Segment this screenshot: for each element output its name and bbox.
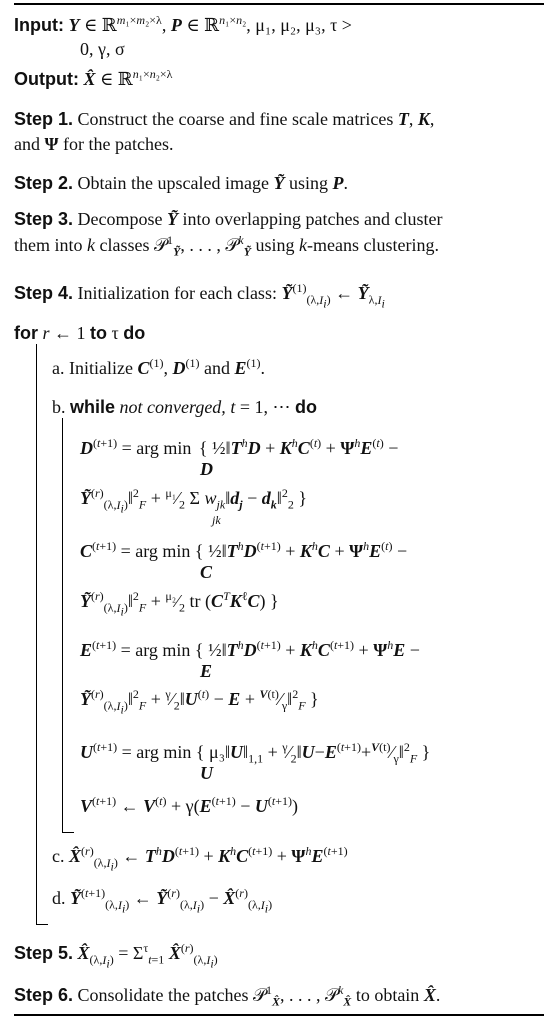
- step-1: Step 1. Construct the coarse and fine scale matrices T, K,: [14, 109, 435, 129]
- eq-C-2: Ỹ$^{(r)}_{(\lambda,I_i)}$‖$^2_F$ + $^{\mu_2}⁄_2$ tr $(C^TK^\ell C)$ }: [80, 589, 279, 618]
- eq-D-2: Ỹ$^{(r)}_{(\lambda,I_i)}$‖$^2_F$ + $^{\mu_1}⁄_2$ Σ $w_{jk}‖d_j$ − $d_k‖^2_2$ }: [80, 486, 307, 515]
- step-3-label: Step 3.: [14, 209, 74, 229]
- eq-E-argmin-var: E: [200, 661, 213, 681]
- eq-C-1: $C^{(t+1)}$ = arg min { $\frac{1}{2}‖T^hD^{(t+1)} + K^hC + \Psi^hE^{(t)}$ −: [80, 539, 408, 561]
- for-bracket-end: [36, 924, 48, 925]
- eq-U: $U^{(t+1)}$ = arg min { $\mu_3‖U‖_{1,1}$ + $^\gamma⁄_2‖U-E^{(t+1)}+^{V(t)}⁄_\gamma‖^2_F$ }: [80, 740, 431, 766]
- for-keyword: for: [14, 323, 38, 343]
- input-label: Input:: [14, 15, 64, 35]
- step-6-label: Step 6.: [14, 985, 74, 1005]
- for-bracket: [36, 344, 37, 924]
- step-2-label: Step 2.: [14, 173, 74, 193]
- step-6: Step 6. Consolidate the patches 𝒫$^1_{X̂}$, . . . , 𝒫$^k_{X̂}$ to obtain X̂.: [14, 983, 441, 1009]
- output-label: Output:: [14, 69, 79, 89]
- eq-D-argmin-var: D: [200, 459, 213, 479]
- step-4: Step 4. Initialization for each class: Ỹ$^{(1)}_{(\lambda,I_i)}$ ← Ỹ$_{\lambda,I_i}$: [14, 281, 385, 310]
- eq-D-sum-index: jk: [212, 513, 221, 527]
- sub-c: c. X̂$^{(r)}_{(\lambda,I_i)}$ ← $T^hD^{(t+1)} + K^hC^{(t+1)} + \Psi^hE^{(t+1)}$: [52, 844, 348, 873]
- eq-E-1: $E^{(t+1)}$ = arg min { $\frac{1}{2}‖T^hD^{(t+1)} + K^hC^{(t+1)} + \Psi^hE$ −: [80, 638, 420, 660]
- input-line-2: 0, γ, σ: [80, 39, 125, 59]
- step-1-label: Step 1.: [14, 109, 74, 129]
- eq-E-2: Ỹ$^{(r)}_{(\lambda,I_i)}$‖$^2_F$ + $^\gamma⁄_2‖U^{(t)} - E$ + $^{V(t)}⁄_\gamma‖^2_F$ }: [80, 687, 319, 716]
- step-5: Step 5. $X̂_{(\lambda,I_i)} = \Sigma^\tau_{t=1}$ X̂$^{(r)}_{(\lambda,I_i)}$: [14, 941, 218, 970]
- step-5-label: Step 5.: [14, 943, 74, 963]
- input-line: Input: Y ∈ ℝ$^{m_1\times m_2\times\lambda}$, P ∈ ℝ$^{n_1\times n_2}$, μ₁, μ₂, μ₃, τ >: [14, 13, 352, 35]
- for-line: for r ← 1 to τ do: [14, 323, 146, 343]
- sub-a: a. Initialize $C^{(1)}$, $D^{(1)}$ and $E^{(1)}$.: [52, 356, 265, 378]
- step-1-cont: and Ψ for the patches.: [14, 134, 174, 154]
- eq-D-1: $D^{(t+1)}$ = arg min { $\frac{1}{2}‖T^hD + K^hC^{(t)} + \Psi^hE^{(t)}$ −: [80, 436, 399, 458]
- step-2: Step 2. Obtain the upscaled image Ỹ using P.: [14, 173, 348, 193]
- eq-V: $V^{(t+1)}$ ← $V^{(t)} + \gamma(E^{(t+1)} - U^{(t+1)})$: [80, 794, 298, 816]
- step-4-label: Step 4.: [14, 283, 74, 303]
- step-3: Step 3. Decompose Ỹ into overlapping patches and cluster: [14, 209, 443, 229]
- eq-C-argmin-var: C: [200, 562, 213, 582]
- while-bracket: [62, 418, 63, 832]
- while-bracket-end: [62, 832, 74, 833]
- step-3-cont: them into k classes 𝒫$^1_Ỹ$, . . . , 𝒫$^k_Ỹ$ using k-means clustering.: [14, 233, 439, 259]
- eq-U-argmin-var: U: [200, 763, 213, 783]
- sub-b: b. while not converged, t = 1, ⋯ do: [52, 397, 317, 417]
- sub-d: d. Ỹ$^{(t+1)}_{(\lambda,I_i)}$ ← Ỹ$^{(r)}_{(\lambda,I_i)}$ − X̂$^{(r)}_{(\lambda,I_i)}$: [52, 886, 273, 915]
- output-line: Output: X̂ ∈ ℝ$^{n_1\times n_2\times\lambda}$: [14, 67, 173, 89]
